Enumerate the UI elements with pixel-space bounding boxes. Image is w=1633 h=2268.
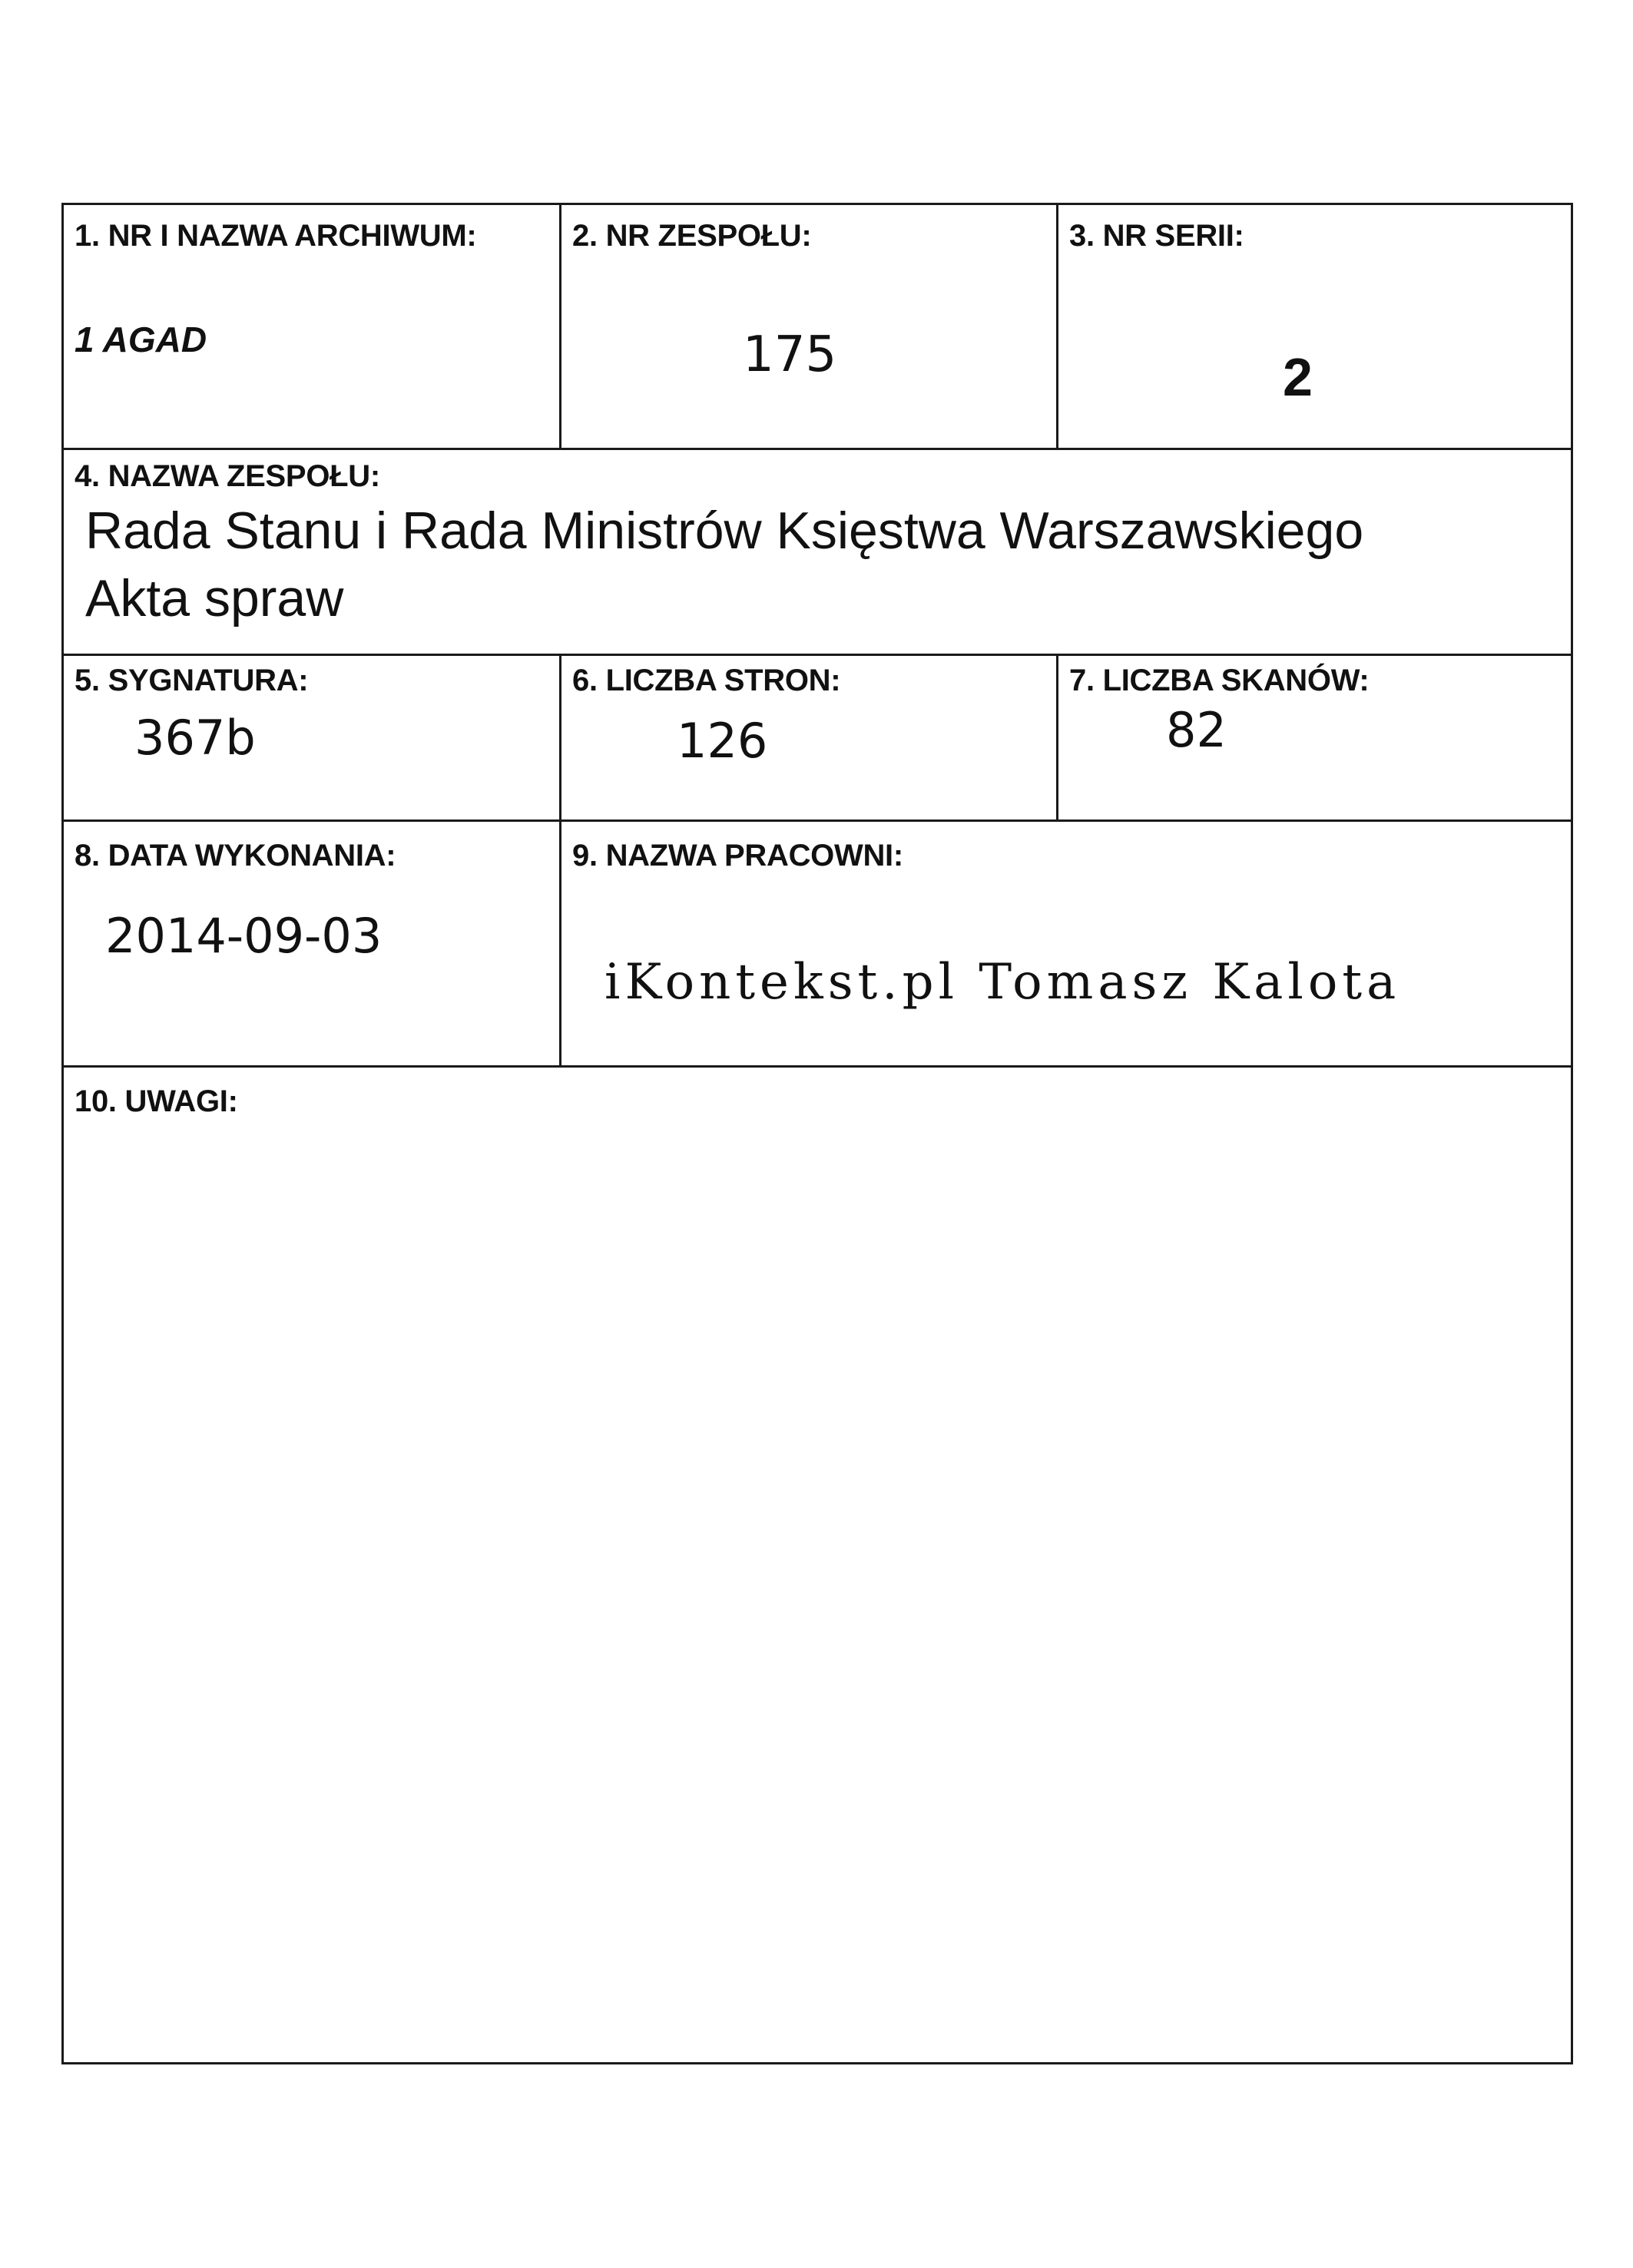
fond-name-cell xyxy=(64,450,1573,654)
archive-label: 1. NR I NAZWA ARCHIWUM: xyxy=(75,219,477,253)
workshop-cell xyxy=(561,822,1573,1065)
archive-value: 1 AGAD xyxy=(75,320,207,359)
scan-count-value: 82 xyxy=(1166,702,1227,758)
archive-metadata-form xyxy=(61,203,1573,2064)
fond-number-value: 175 xyxy=(743,326,837,383)
workshop-label: 9. NAZWA PRACOWNI: xyxy=(572,839,903,872)
workshop-value: iKontekst.pl Tomasz Kalota xyxy=(605,954,1401,1011)
signature-cell xyxy=(64,656,559,819)
date-cell xyxy=(64,822,559,1065)
date-value: 2014-09-03 xyxy=(105,908,383,964)
signature-label: 5. SYGNATURA: xyxy=(75,664,309,697)
scan-count-label: 7. LICZBA SKANÓW: xyxy=(1069,664,1370,697)
scan-count-cell xyxy=(1058,656,1573,819)
date-label: 8. DATA WYKONANIA: xyxy=(75,839,396,872)
archive-cell xyxy=(64,205,559,448)
page-count-cell xyxy=(561,656,1056,819)
remarks-cell xyxy=(64,1068,1573,2064)
series-number-label: 3. NR SERII: xyxy=(1069,219,1244,253)
signature-value: 367b xyxy=(134,710,256,766)
fond-name-line2: Akta spraw xyxy=(85,569,344,627)
fond-number-label: 2. NR ZESPOŁU: xyxy=(572,219,812,253)
remarks-label: 10. UWAGI: xyxy=(75,1084,238,1118)
fond-name-label: 4. NAZWA ZESPOŁU: xyxy=(75,459,380,493)
series-number-value: 2 xyxy=(1283,347,1313,407)
page-count-value: 126 xyxy=(677,713,768,769)
page-count-label: 6. LICZBA STRON: xyxy=(572,664,841,697)
fond-name-line1: Rada Stanu i Rada Ministrów Księstwa Warszawskiego xyxy=(85,502,1364,560)
fond-number-cell xyxy=(561,205,1056,448)
series-number-cell xyxy=(1058,205,1573,448)
